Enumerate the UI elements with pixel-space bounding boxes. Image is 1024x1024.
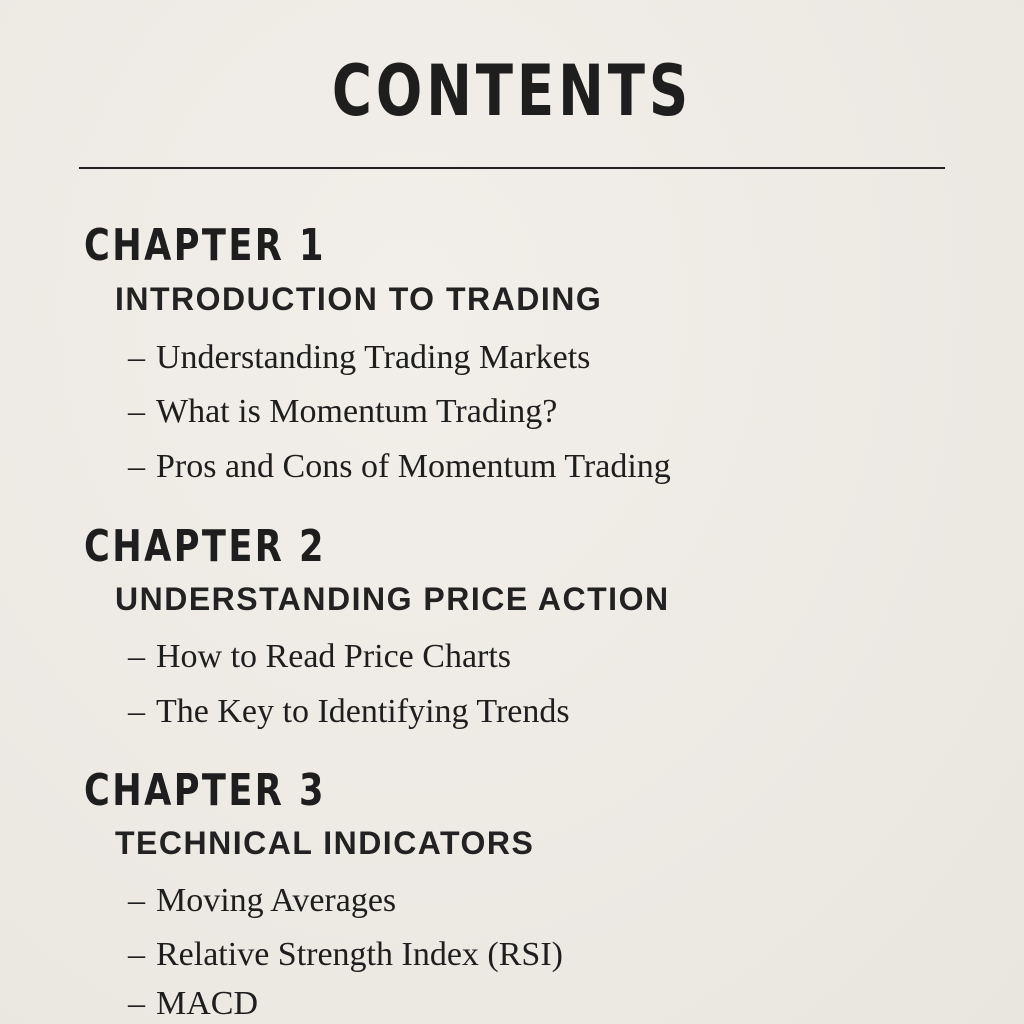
toc-entry-label: Pros and Cons of Momentum Trading xyxy=(156,448,671,485)
toc-entry-label: The Key to Identifying Trends xyxy=(156,693,570,730)
chapter-heading: CHAPTER 1 xyxy=(84,220,326,271)
toc-entry-label: Understanding Trading Markets xyxy=(156,339,591,376)
toc-entry xyxy=(128,338,590,378)
dash-marker: – xyxy=(128,448,145,485)
toc-entry xyxy=(128,447,671,487)
chapter-heading: CHAPTER 3 xyxy=(84,765,326,816)
page-title: CONTENTS xyxy=(331,50,693,132)
dash-marker: – xyxy=(128,936,145,973)
toc-entry xyxy=(128,692,570,732)
dash-marker: – xyxy=(128,393,145,430)
title-divider xyxy=(79,167,945,169)
toc-entry-label: Relative Strength Index (RSI) xyxy=(156,936,563,973)
dash-marker: – xyxy=(128,339,145,376)
chapter-section-title: TECHNICAL INDICATORS xyxy=(115,825,535,861)
chapter-section-title: UNDERSTANDING PRICE ACTION xyxy=(115,581,670,617)
toc-entry-label: Moving Averages xyxy=(156,882,397,919)
toc-entry-label: What is Momentum Trading? xyxy=(156,393,558,430)
toc-entry xyxy=(128,637,511,677)
toc-entry-label: MACD xyxy=(156,985,259,1022)
chapter-section-title: INTRODUCTION TO TRADING xyxy=(115,281,603,317)
toc-entry-label: How to Read Price Charts xyxy=(156,638,512,675)
toc-entry xyxy=(128,881,396,921)
dash-marker: – xyxy=(128,882,145,919)
dash-marker: – xyxy=(128,638,145,675)
toc-entry xyxy=(128,392,557,432)
toc-entry xyxy=(128,984,258,1024)
chapter-heading: CHAPTER 2 xyxy=(84,521,326,572)
dash-marker: – xyxy=(128,693,145,730)
dash-marker: – xyxy=(128,985,145,1022)
toc-entry xyxy=(128,935,563,975)
